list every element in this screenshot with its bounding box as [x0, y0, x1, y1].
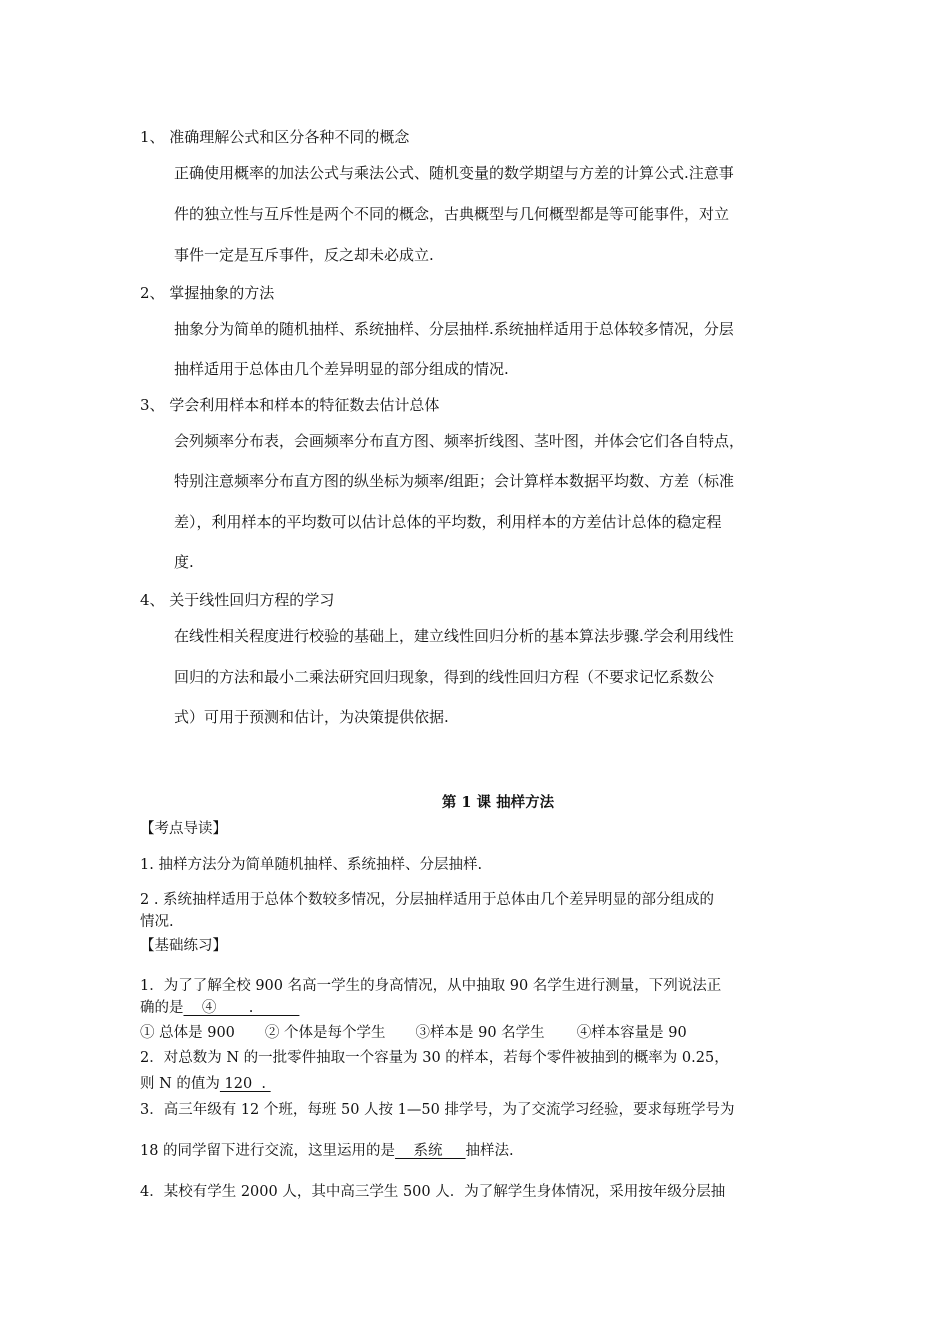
question-3-prefix: 18 的同学留下进行交流，这里运用的是	[140, 1143, 396, 1159]
question-3-answer: 系统	[395, 1143, 466, 1159]
practice-heading: 【基础练习】	[140, 938, 227, 954]
summary-1-line-3: 事件一定是互斥事件，反之却未必成立.	[174, 246, 434, 264]
question-1-prefix: 确的是	[140, 1000, 184, 1016]
guide-item-2-line-1: 2 . 系统抽样适用于总体个数较多情况，分层抽样适用于总体由几个差异明显的部分组成的	[140, 892, 715, 908]
guide-item-1: 1. 抽样方法分为简单随机抽样、系统抽样、分层抽样.	[140, 857, 483, 873]
question-1-option-1: ① 总体是 900	[140, 1025, 235, 1041]
question-3-line-1: 3．高三年级有 12 个班，每班 50 人按 1—50 排学号，为了交流学习经验，要求每班学号为	[140, 1102, 735, 1118]
question-2-answer: 120 .	[219, 1076, 271, 1092]
question-1-option-3: ③样本是 90 名学生	[415, 1025, 545, 1041]
summary-3-line-2: 特别注意频率分布直方图的纵坐标为频率/组距；会计算样本数据平均数、方差（标准	[174, 472, 735, 490]
summary-4-line-2: 回归的方法和最小二乘法研究回归现象，得到的线性回归方程（不要求记忆系数公	[174, 668, 715, 686]
question-1-option-2: ② 个体是每个学生	[264, 1025, 386, 1041]
question-2-line-1: 2．对总数为 N 的一批零件抽取一个容量为 30 的样本，若每个零件被抽到的概率为 0.25，	[140, 1050, 729, 1066]
guide-item-2-line-2: 情况.	[140, 914, 174, 930]
summary-3-line-4: 度.	[174, 553, 194, 571]
guide-heading: 【考点导读】	[140, 821, 227, 837]
question-1-line-1: 1．为了了解全校 900 名高一学生的身高情况，从中抽取 90 名学生进行测量，下列说法正	[140, 978, 722, 994]
question-3-line-2	[140, 1140, 514, 1162]
lesson-title: 第 1 课 抽样方法	[441, 794, 555, 811]
summary-heading-4: 4、 关于线性回归方程的学习	[140, 591, 335, 609]
summary-heading-2: 2、 掌握抽象的方法	[140, 284, 275, 302]
question-1-option-4: ④样本容量是 90	[576, 1025, 687, 1041]
summary-1-line-2: 件的独立性与互斥性是两个不同的概念，古典概型与几何概型都是等可能事件，对立	[174, 205, 730, 223]
question-2-prefix: 则 N 的值为	[140, 1076, 220, 1092]
summary-3-line-3: 差），利用样本的平均数可以估计总体的平均数，利用样本的方差估计总体的稳定程	[174, 513, 722, 531]
question-1-answer: ④ .	[183, 1000, 300, 1016]
question-1-options	[140, 1022, 687, 1044]
summary-2-line-1: 抽象分为简单的随机抽样、系统抽样、分层抽样.系统抽样适用于总体较多情况，分层	[174, 320, 734, 338]
summary-heading-1: 1、 准确理解公式和区分各种不同的概念	[140, 128, 410, 146]
summary-heading-3: 3、 学会利用样本和样本的特征数去估计总体	[140, 396, 440, 414]
question-4-line-1: 4．某校有学生 2000 人，其中高三学生 500 人．为了解学生身体情况，采用按年级分层抽	[140, 1184, 726, 1200]
summary-2-line-2: 抽样适用于总体由几个差异明显的部分组成的情况.	[174, 360, 509, 378]
summary-3-line-1: 会列频率分布表，会画频率分布直方图、频率折线图、茎叶图，并体会它们各自特点，	[174, 432, 745, 450]
summary-4-line-3: 式）可用于预测和估计，为决策提供依据.	[174, 708, 449, 726]
summary-1-line-1: 正确使用概率的加法公式与乘法公式、随机变量的数学期望与方差的计算公式.注意事	[174, 164, 734, 182]
summary-4-line-1: 在线性相关程度进行校验的基础上，建立线性回归分析的基本算法步骤.学会利用线性	[174, 627, 734, 645]
question-3-suffix: 抽样法.	[465, 1143, 514, 1159]
question-2-line-2	[140, 1073, 271, 1095]
question-1-line-2	[140, 997, 299, 1019]
